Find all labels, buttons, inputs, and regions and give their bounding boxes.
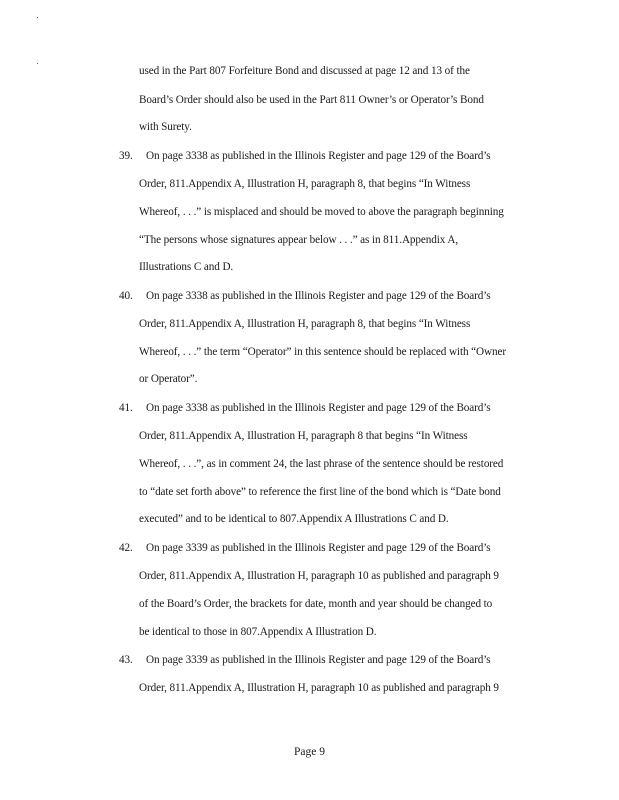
- item-line: On page 3339 as published in the Illinois Register and page 129 of the Board’s: [146, 654, 491, 666]
- item-line: Order, 811.Appendix A, Illustration H, paragraph 10 as published and paragraph 9: [139, 570, 499, 582]
- item-line: Whereof, . . .”, as in comment 24, the last phrase of the sentence should be restored: [139, 458, 504, 470]
- item-line: Illustrations C and D.: [139, 261, 234, 273]
- item-number: 42.: [119, 542, 133, 554]
- item-line: Order, 811.Appendix A, Illustration H, paragraph 8 that begins “In Witness: [139, 430, 468, 442]
- item-line: “The persons whose signatures appear below . . .” as in 811.Appendix A,: [139, 234, 459, 246]
- item-line: Whereof, . . .” the term “Operator” in this sentence should be replaced with “Owner: [139, 346, 506, 358]
- scan-speck: [37, 17, 38, 18]
- item-line: On page 3338 as published in the Illinois Register and page 129 of the Board’s: [146, 402, 491, 414]
- item-line: executed” and to be identical to 807.Appendix A Illustrations C and D.: [139, 513, 449, 525]
- item-line: be identical to those in 807.Appendix A Illustration D.: [139, 626, 377, 638]
- item-line: of the Board’s Order, the brackets for date, month and year should be changed to: [139, 598, 493, 610]
- item-line: to “date set forth above” to reference the first line of the bond which is “Date bond: [139, 486, 501, 498]
- item-number: 41.: [119, 402, 133, 414]
- intro-line: Board’s Order should also be used in the Part 811 Owner’s or Operator’s Bond: [139, 94, 484, 106]
- item-number: 40.: [119, 290, 133, 302]
- item-line: On page 3339 as published in the Illinois Register and page 129 of the Board’s: [146, 542, 491, 554]
- page-number: Page 9: [294, 746, 325, 758]
- item-line: Order, 811.Appendix A, Illustration H, paragraph 8, that begins “In Witness: [139, 178, 471, 190]
- intro-line: used in the Part 807 Forfeiture Bond and discussed at page 12 and 13 of the: [139, 65, 470, 77]
- item-line: Whereof, . . .” is misplaced and should be moved to above the paragraph beginning: [139, 206, 504, 218]
- intro-line: with Surety.: [139, 121, 192, 133]
- item-line: or Operator”.: [139, 373, 198, 385]
- item-line: On page 3338 as published in the Illinois Register and page 129 of the Board’s: [146, 150, 491, 162]
- scan-speck: [37, 63, 38, 64]
- item-number: 43.: [119, 654, 133, 666]
- item-line: Order, 811.Appendix A, Illustration H, paragraph 10 as published and paragraph 9: [139, 682, 499, 694]
- item-line: Order, 811.Appendix A, Illustration H, paragraph 8, that begins “In Witness: [139, 318, 471, 330]
- item-number: 39.: [119, 150, 133, 162]
- item-line: On page 3338 as published in the Illinois Register and page 129 of the Board’s: [146, 290, 491, 302]
